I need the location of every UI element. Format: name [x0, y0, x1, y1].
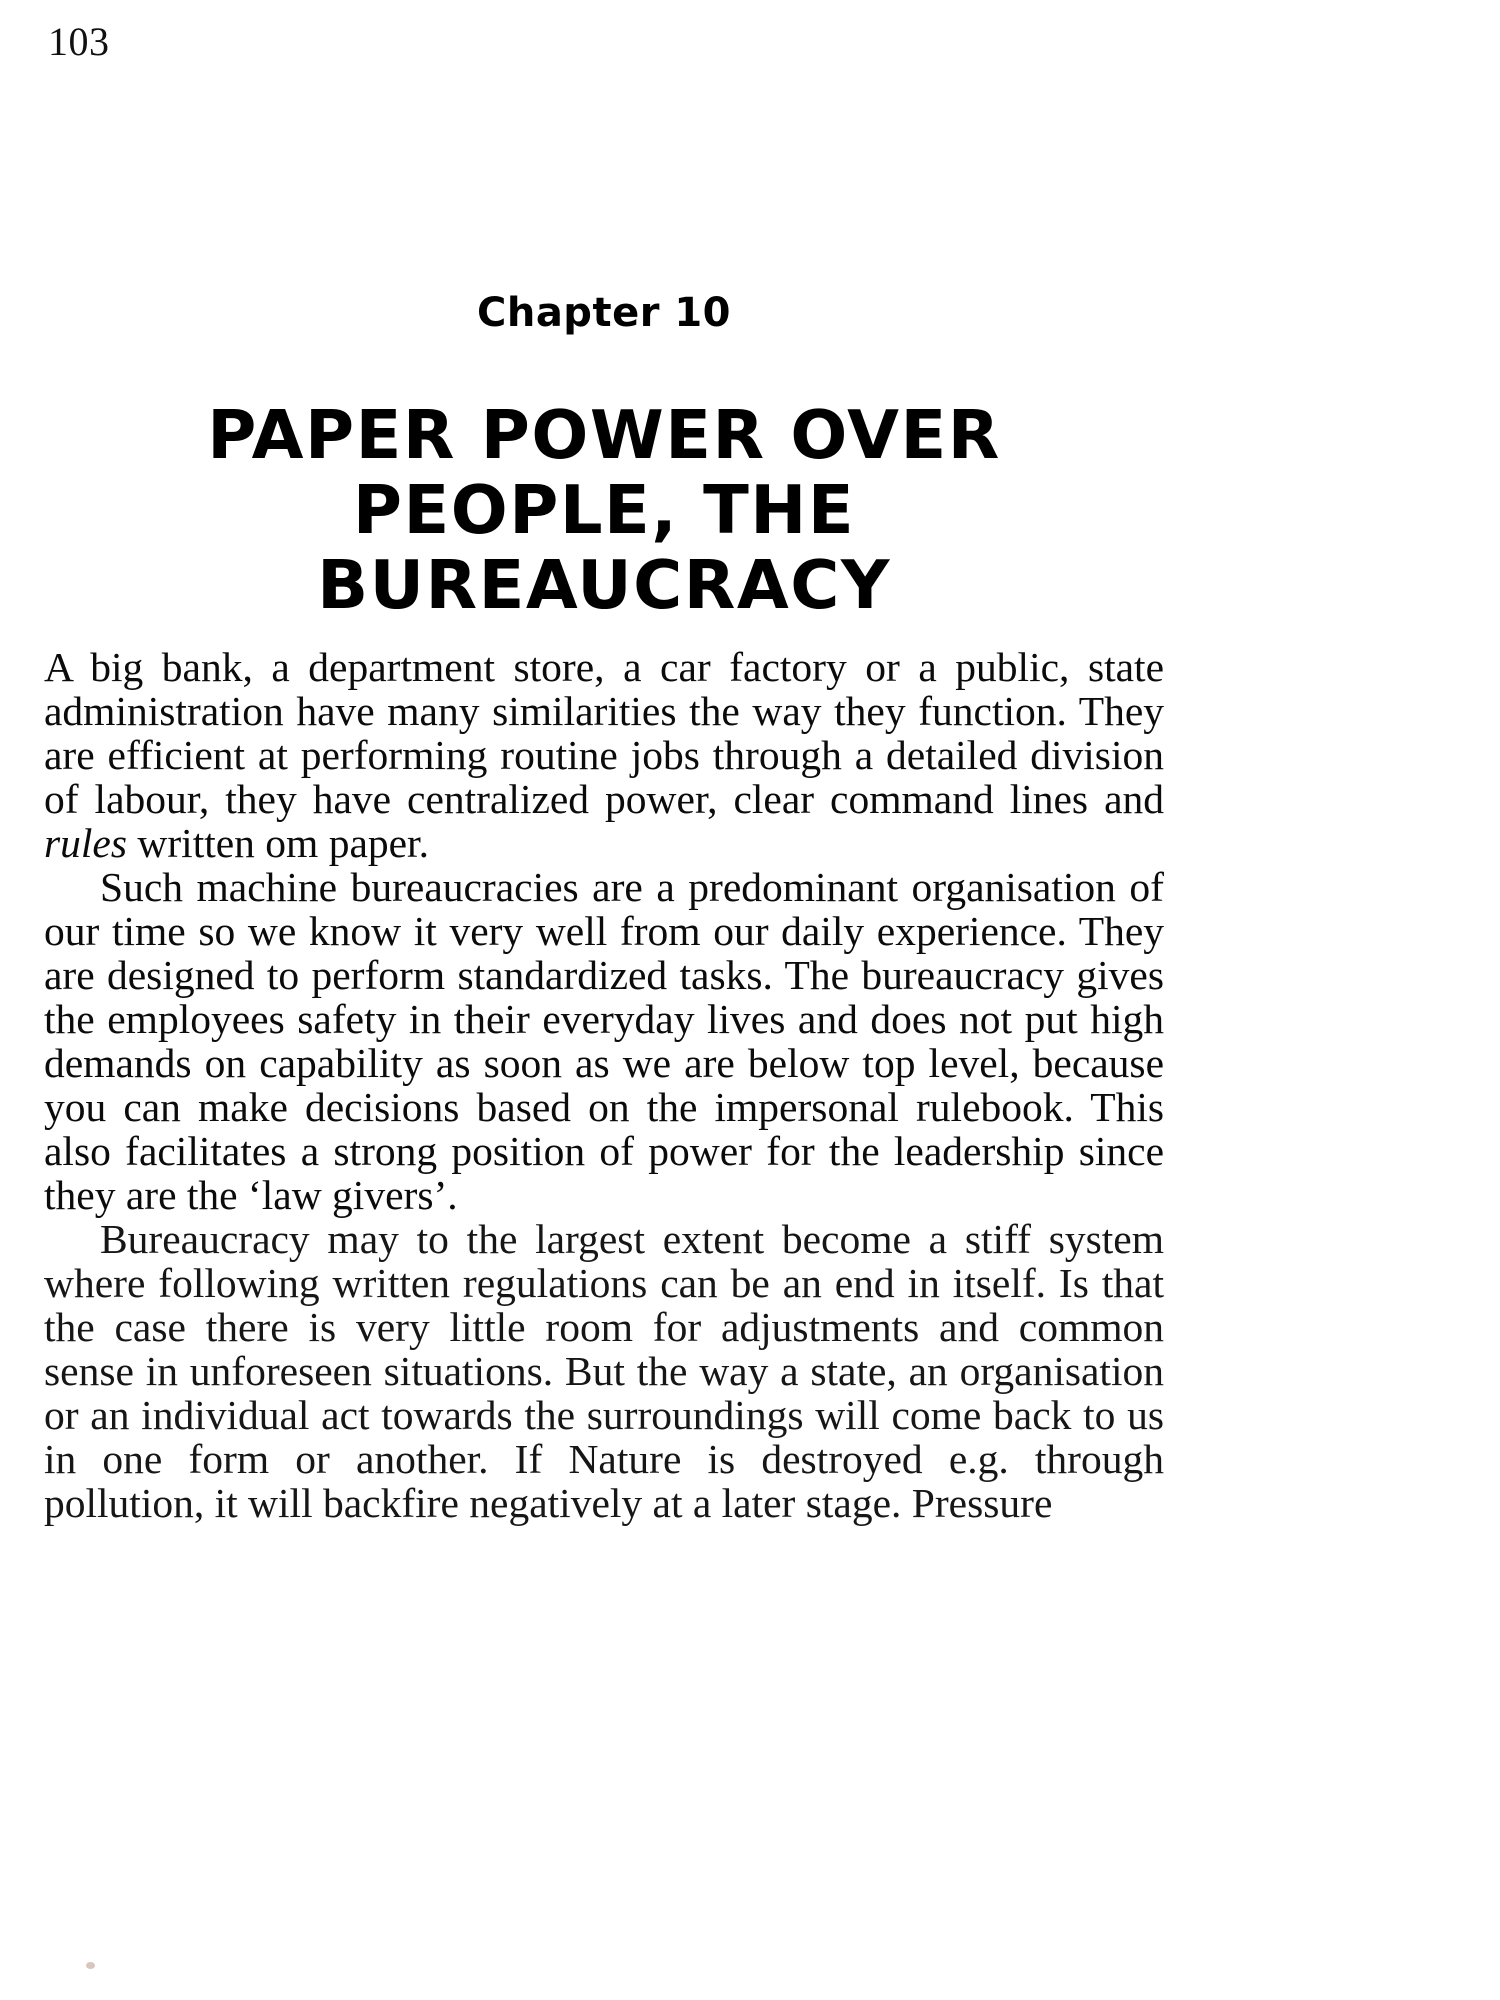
paragraph-1-text-b: written om paper.	[127, 820, 429, 867]
chapter-title-line-2: PEOPLE, THE	[352, 471, 856, 550]
body-text	[44, 645, 1164, 1525]
page-number: 103	[48, 19, 110, 64]
chapter-title-line-3: BUREAUCRACY	[317, 546, 891, 625]
paragraph-1-text-a: A big bank, a department store, a car factory or a public, state administration have many similarities the way they function. They are efficient at performing routine jobs through a detailed division of labour, they have centralized power, clear command lines and	[44, 644, 1164, 823]
paragraph-2: Such machine bureaucracies are a predominant organisation of our time so we know it very well from our daily experience. They are designed to perform standardized tasks. The bureaucracy gives the employees safety in their everyday lives and does not put high demands on capability as soon as we are below top level, because you can make decisions based on the impersonal rulebook. This also facilitates a strong position of power for the leadership since they are the ‘law givers’.	[44, 864, 1164, 1218]
page-speck	[86, 1962, 95, 1969]
page-content	[44, 290, 1164, 1525]
chapter-title	[44, 398, 1164, 623]
paragraph-1-emphasis: rules	[44, 820, 127, 867]
chapter-label: Chapter 10	[476, 290, 732, 336]
chapter-title-line-1: PAPER POWER OVER	[207, 396, 1001, 474]
paragraph-1	[44, 645, 1164, 865]
paragraph-3: Bureaucracy may to the largest extent become a stiff system where following written regulations can be an end in itself. Is that the case there is very little room for adjustments and common sense in unforeseen situations. But the way a state, an organisation or an individual act towards the surroundings will come back to us in one form or another. If Nature is destroyed e.g. through pollution, it will backfire negatively at a later stage. Pressure	[44, 1215, 1164, 1526]
